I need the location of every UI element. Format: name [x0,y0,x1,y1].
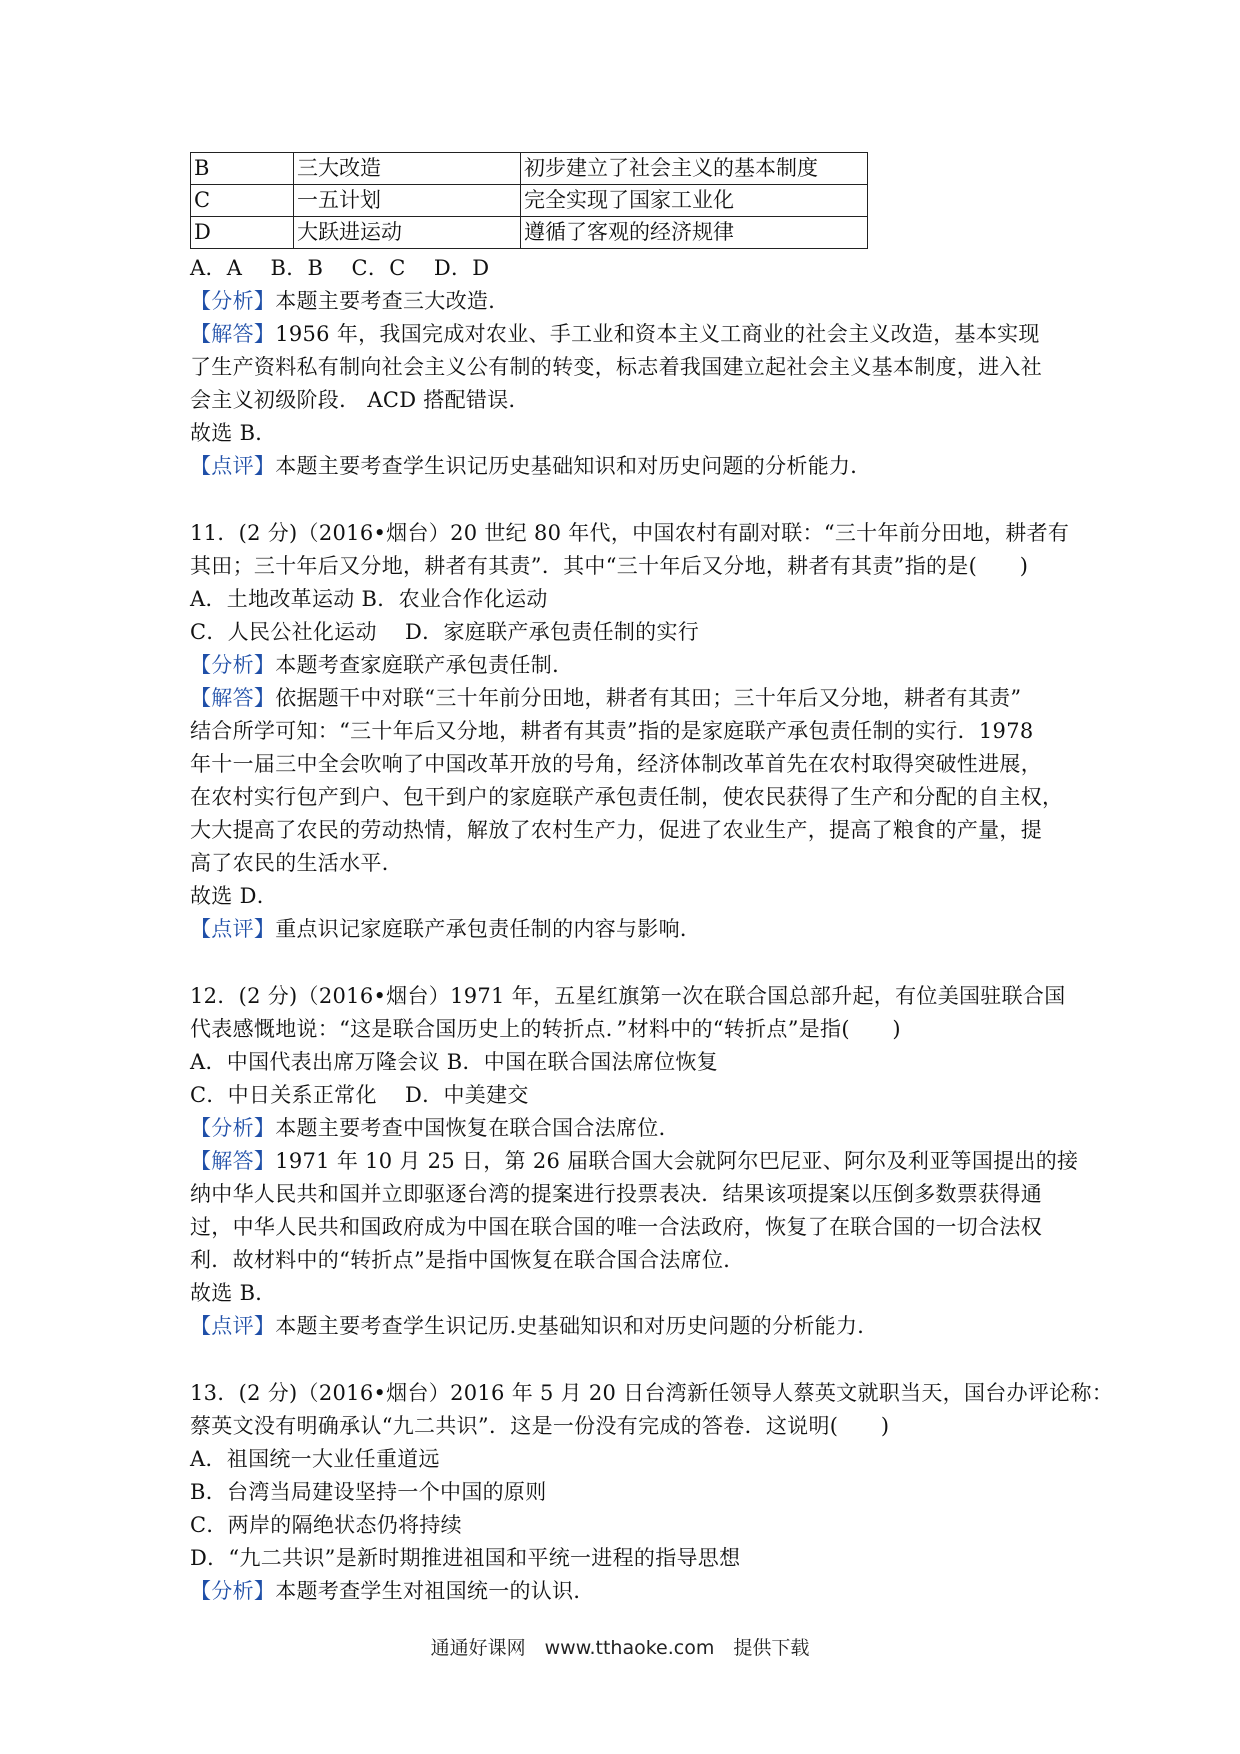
q12-stem: 12．(2 分)（2016•烟台）1971 年，五星红旗第一次在联合国总部升起，有位美国驻联合国 [190,984,1066,1008]
q11-answer-line: 在农村实行包产到户、包干到户的家庭联产承包责任制，使农民获得了生产和分配的自主权， [190,785,1064,809]
table-row [191,185,868,217]
q12-stem: 代表感慨地说：“这是联合国历史上的转折点．”材料中的“转折点”是指( ) [190,1017,901,1041]
answer-text: 1956 年，我国完成对农业、手工业和资本主义工商业的社会主义改造，基本实现 [275,322,1040,346]
q11-comment [190,913,701,946]
table-cell: 完全实现了国家工业化 [521,185,868,217]
analysis-text: 本题考查家庭联产承包责任制． [275,653,574,677]
comment-tag: 【点评】 [190,917,276,941]
q13-option-b: B．台湾当局建设坚持一个中国的原则 [190,1480,547,1504]
table-cell: B [191,153,294,185]
table-cell: D [191,217,294,249]
q13-stem: 13．(2 分)（2016•烟台）2016 年 5 月 20 日台湾新任领导人蔡英文就职当天，国台办评论称： [190,1381,1114,1405]
analysis-text: 本题主要考查中国恢复在联合国合法席位． [275,1116,680,1140]
q10-choice: 故选 B． [190,421,277,445]
q11-analysis [190,649,573,682]
answer-text: 依据题干中对联“三十年前分田地，耕者有其田；三十年后又分地，耕者有其责” [275,686,1022,710]
q13-option-a: A．祖国统一大业任重道远 [190,1447,440,1471]
q13-option-c: C．两岸的隔绝状态仍将持续 [190,1513,462,1537]
q10-answer-line [190,318,1040,351]
answer-tag: 【解答】 [190,1149,276,1173]
answer-tag: 【解答】 [190,322,276,346]
analysis-tag: 【分析】 [190,289,276,313]
q11-stem: 其田；三十年后又分地，耕者有其责”．其中“三十年后又分地，耕者有其责”指的是( ) [190,554,1029,578]
comment-text: 本题主要考查学生识记历史基础知识和对历史问题的分析能力． [275,454,872,478]
q11-options-cd: C．人民公社化运动 D．家庭联产承包责任制的实行 [190,620,700,644]
comment-text: 本题主要考查学生识记历.史基础知识和对历史问题的分析能力． [275,1314,879,1338]
q10-answer-line: 了生产资料私有制向社会主义公有制的转变，标志着我国建立起社会主义基本制度，进入社 [190,355,1042,379]
answer-text: 1971 年 10 月 25 日，第 26 届联合国大会就阿尔巴尼亚、阿尔及利亚等国提出的接 [275,1149,1079,1173]
q12-options-ab: A．中国代表出席万隆会议 B．中国在联合国法席位恢复 [190,1050,719,1074]
q12-comment [190,1310,879,1343]
q13-stem: 蔡英文没有明确承认“九二共识”．这是一份没有完成的答卷．这说明( ) [190,1414,890,1438]
table-row [191,217,868,249]
table-cell: 一五计划 [294,185,521,217]
q12-answer-line [190,1145,1078,1178]
comment-tag: 【点评】 [190,454,276,478]
q13-analysis [190,1575,595,1608]
analysis-text: 本题主要考查三大改造． [275,289,510,313]
table-row [191,153,868,185]
analysis-tag: 【分析】 [190,1579,276,1603]
q12-answer-line: 过，中华人民共和国政府成为中国在联合国的唯一合法政府，恢复了在联合国的一切合法权 [190,1215,1042,1239]
q11-answer-line [190,682,1021,715]
table-cell: 大跃进运动 [294,217,521,249]
table-cell: 三大改造 [294,153,521,185]
q12-answer-line: 利．故材料中的“转折点”是指中国恢复在联合国合法席位． [190,1248,745,1272]
q10-comment [190,450,872,483]
q11-choice: 故选 D． [190,884,279,908]
q12-answer-line: 纳中华人民共和国并立即驱逐台湾的提案进行投票表决．结果该项提案以压倒多数票获得通 [190,1182,1042,1206]
table-cell: 初步建立了社会主义的基本制度 [521,153,868,185]
q12-options-cd: C．中日关系正常化 D．中美建交 [190,1083,529,1107]
q11-answer-line: 高了农民的生活水平． [190,851,403,875]
q10-answer-line: 会主义初级阶段． ACD 搭配错误． [190,388,530,412]
q10-analysis [190,285,510,318]
q12-analysis [190,1112,680,1145]
options-table [190,152,868,249]
table-cell: 遵循了客观的经济规律 [521,217,868,249]
q11-answer-line: 大大提高了农民的劳动热情，解放了农村生产力，促进了农业生产，提高了粮食的产量，提 [190,818,1042,842]
analysis-text: 本题考查学生对祖国统一的认识． [275,1579,595,1603]
q11-answer-line: 结合所学可知：“三十年后又分地，耕者有其责”指的是家庭联产承包责任制的实行．1978 [190,719,1034,743]
q12-choice: 故选 B． [190,1281,277,1305]
analysis-tag: 【分析】 [190,1116,276,1140]
answer-tag: 【解答】 [190,686,276,710]
q13-option-d: D．“九二共识”是新时期推进祖国和平统一进程的指导思想 [190,1546,741,1570]
analysis-tag: 【分析】 [190,653,276,677]
q11-answer-line: 年十一届三中全会吹响了中国改革开放的号角，经济体制改革首先在农村取得突破性进展， [190,752,1042,776]
comment-text: 重点识记家庭联产承包责任制的内容与影响． [275,917,702,941]
table-cell: C [191,185,294,217]
comment-tag: 【点评】 [190,1314,276,1338]
q10-options: A．A B．B C．C D．D [190,256,490,280]
q11-stem: 11．(2 分)（2016•烟台）20 世纪 80 年代，中国农村有副对联：“三十年前分田地，耕者有 [190,521,1070,545]
page-footer: 通通好课网 www.tthaoke.com 提供下载 [430,1637,810,1659]
q11-options-ab: A．土地改革运动 B．农业合作化运动 [190,587,548,611]
